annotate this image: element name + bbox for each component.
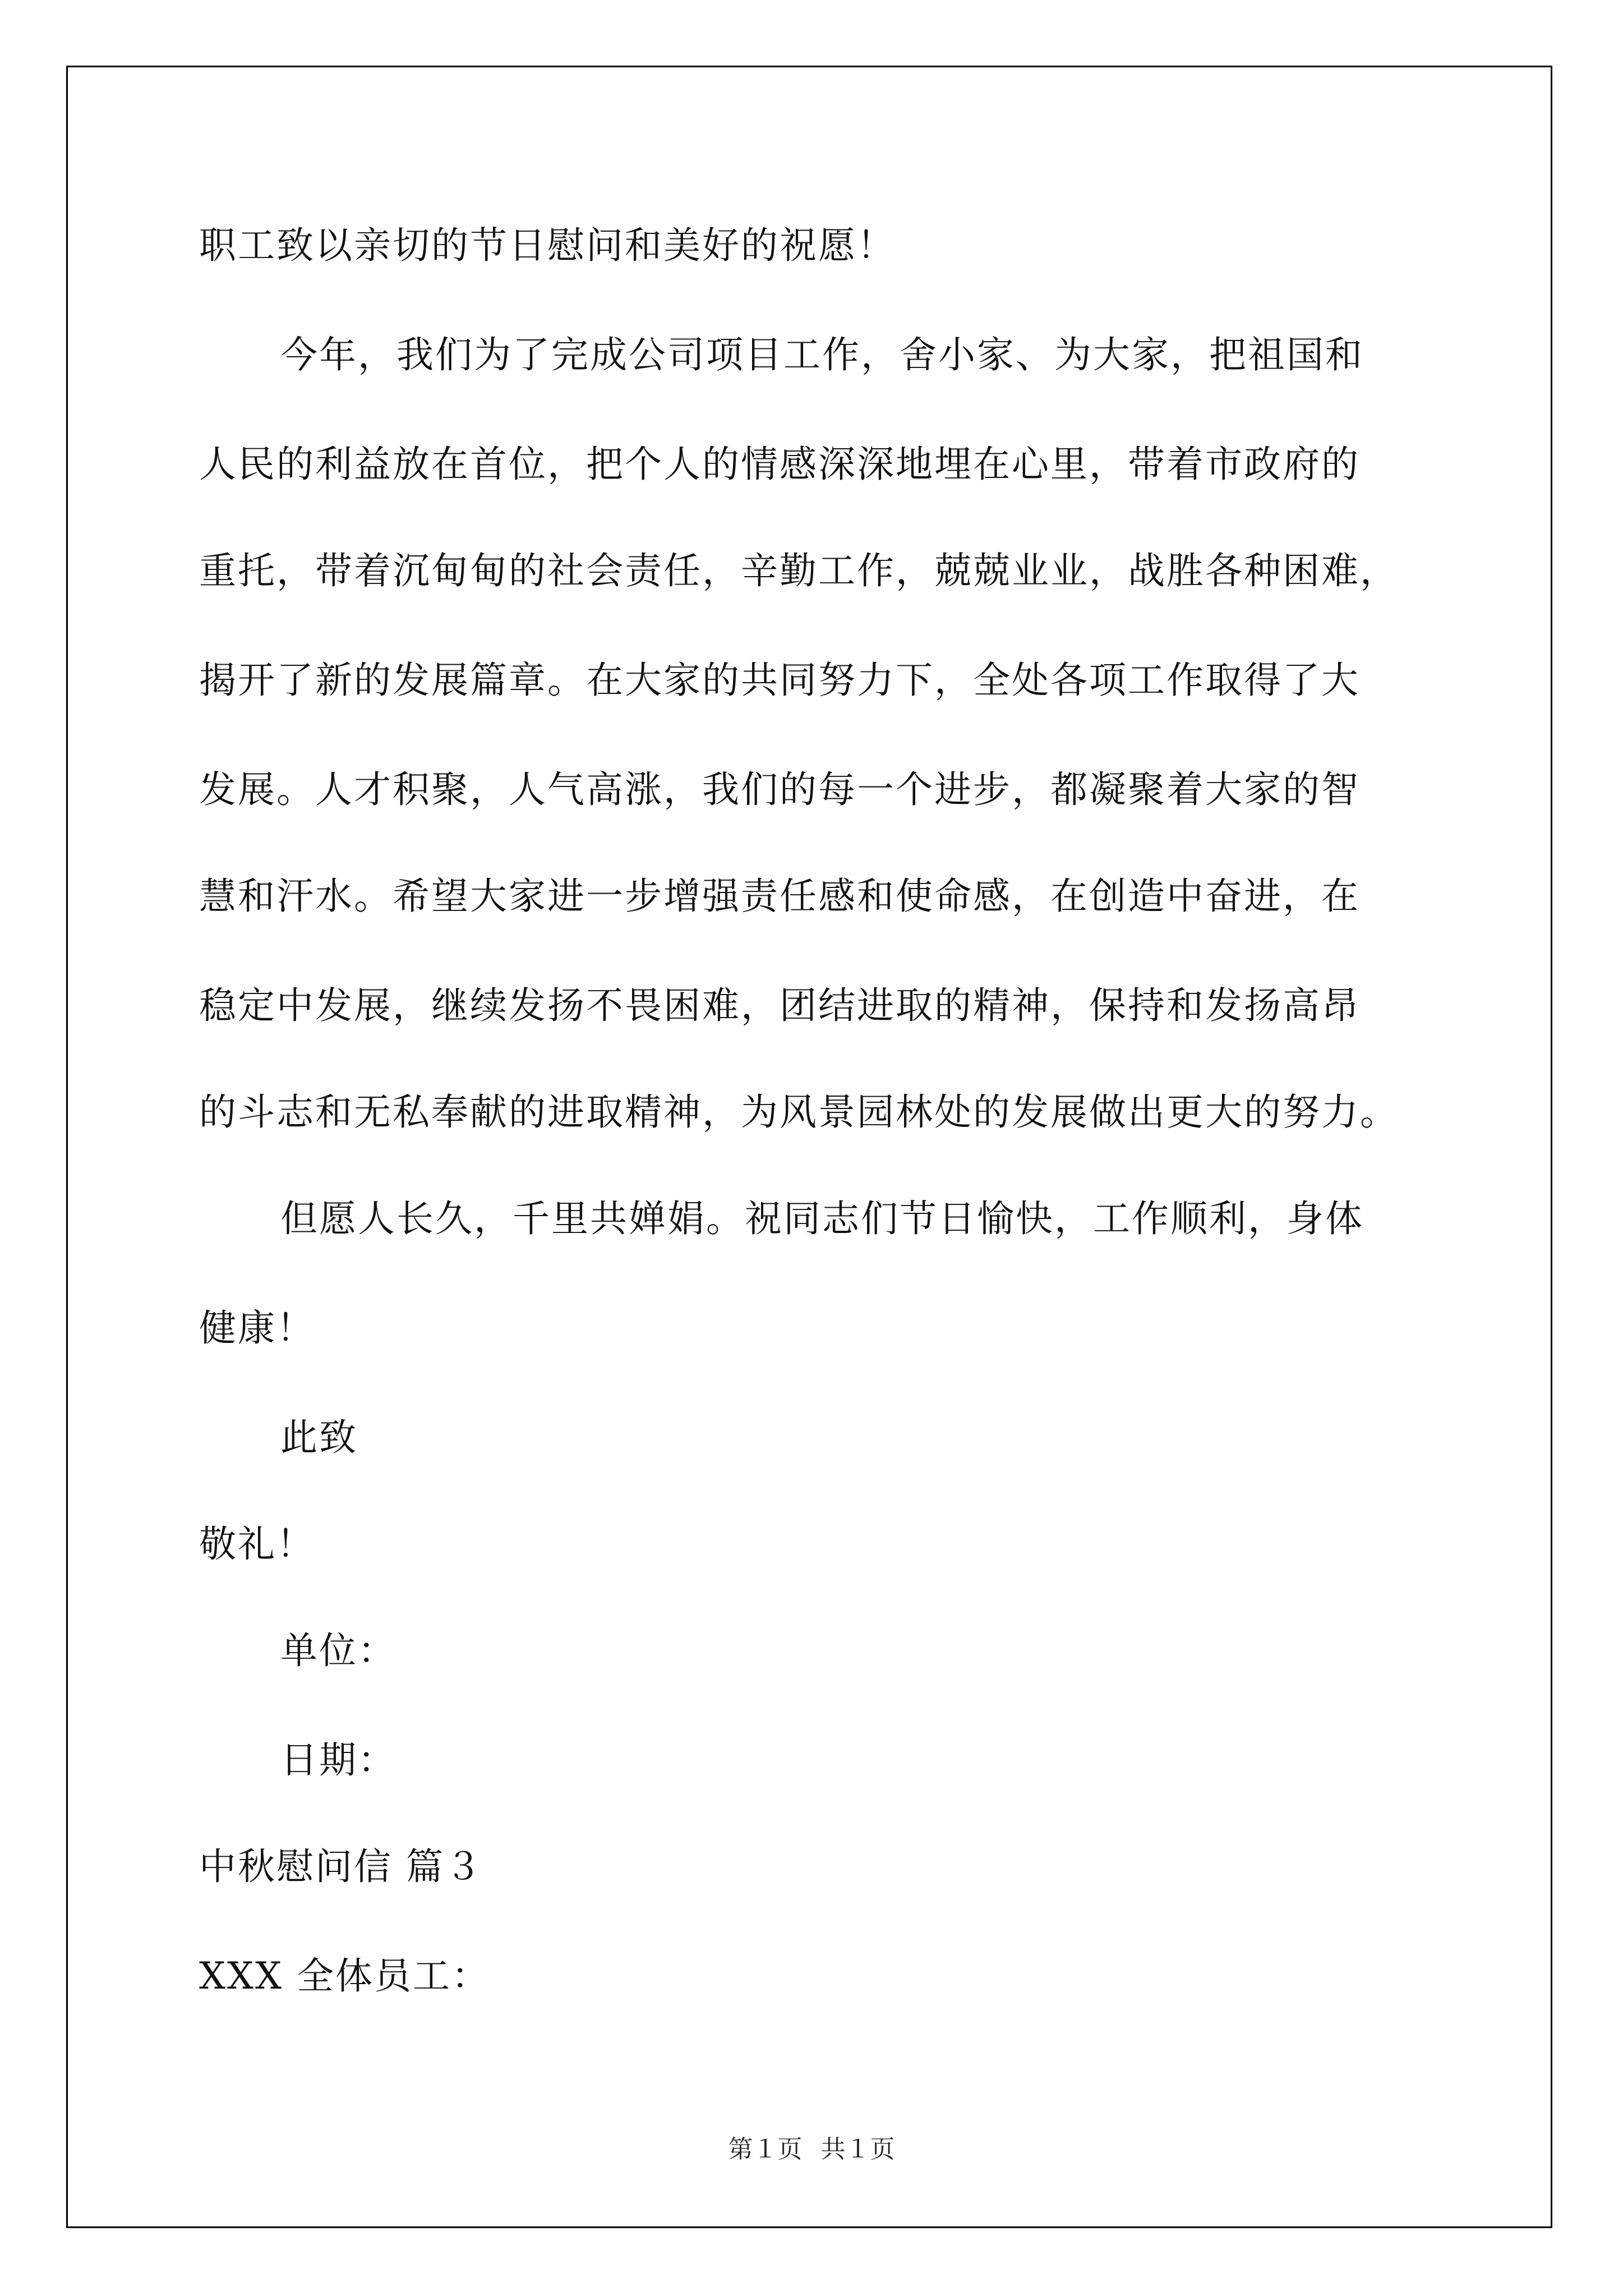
text-line-6: 发展。人才积聚，人气高涨，我们的每一个进步，都凝聚着大家的智	[199, 768, 1360, 811]
text-line-10: 但愿人长久，千里共婵娟。祝同志们节日愉快，工作顺利，身体	[280, 1197, 1364, 1240]
salutation-line: 此致	[280, 1416, 358, 1459]
page-footer: 第１页 共１页	[728, 2136, 895, 2163]
text-line-9: 的斗志和无私奉献的进取精神，为风景园林处的发展做出更大的努力。	[199, 1091, 1399, 1134]
text-line-4: 重托，带着沉甸甸的社会责任，辛勤工作，兢兢业业，战胜各种困难，	[199, 549, 1399, 592]
page-frame	[66, 66, 1552, 2228]
text-line-11: 健康！	[199, 1306, 315, 1350]
text-line-8: 稳定中发展，继续发扬不畏困难，团结进取的精神，保持和发扬高昂	[199, 984, 1360, 1027]
text-line-2: 今年，我们为了完成公司项目工作，舍小家、为大家，把祖国和	[280, 333, 1364, 376]
unit-line: 单位：	[280, 1629, 396, 1672]
closing-line: 敬礼！	[199, 1522, 315, 1566]
text-line-7: 慧和汗水。希望大家进一步增强责任感和使命感，在创造中奋进，在	[199, 875, 1360, 918]
text-line-5: 揭开了新的发展篇章。在大家的共同努力下，全处各项工作取得了大	[199, 659, 1360, 702]
date-line: 日期：	[280, 1738, 396, 1782]
section-title: 中秋慰问信 篇３	[199, 1845, 483, 1888]
text-line-1: 职工致以亲切的节日慰问和美好的祝愿！	[199, 224, 896, 267]
recipient-line: XXX 全体员工：	[199, 1954, 490, 1998]
text-line-3: 人民的利益放在首位，把个人的情感深深地埋在心里，带着市政府的	[199, 443, 1360, 486]
